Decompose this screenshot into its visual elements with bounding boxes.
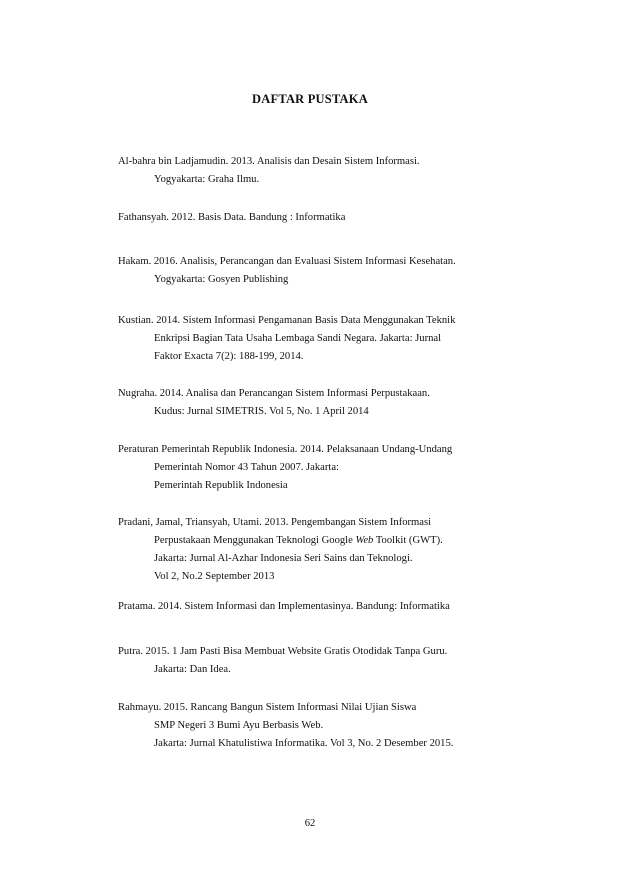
- page-title: DAFTAR PUSTAKA: [252, 92, 368, 106]
- reference-line: Peraturan Pemerintah Republik Indonesia. 2014. Pelaksanaan Undang-Undang: [118, 444, 453, 455]
- reference-line: SMP Negeri 3 Bumi Ayu Berbasis Web.: [154, 720, 324, 731]
- reference-line: Kudus: Jurnal SIMETRIS. Vol 5, No. 1 April 2014: [154, 406, 369, 417]
- reference-entry: [118, 253, 538, 289]
- reference-line: Vol 2, No.2 September 2013: [154, 571, 275, 582]
- reference-entry: [118, 643, 538, 679]
- reference-line: Pemerintah Nomor 43 Tahun 2007. Jakarta:: [154, 462, 340, 473]
- reference-line-text: Perpustakaan Menggunakan Teknologi Google: [154, 535, 353, 546]
- reference-entry: [118, 514, 538, 586]
- reference-line: Enkripsi Bagian Tata Usaha Lembaga Sandi Negara. Jakarta: Jurnal: [154, 333, 442, 344]
- reference-line: Nugraha. 2014. Analisa dan Perancangan Sistem Informasi Perpustakaan.: [118, 388, 430, 399]
- reference-line: Pratama. 2014. Sistem Informasi dan Implementasinya. Bandung: Informatika: [118, 601, 450, 612]
- reference-entry: [118, 385, 538, 421]
- reference-entry: [118, 209, 538, 227]
- reference-line: Al-bahra bin Ladjamudin. 2013. Analisis dan Desain Sistem Informasi.: [118, 156, 420, 167]
- reference-line: Pradani, Jamal, Triansyah, Utami. 2013. Pengembangan Sistem Informasi: [118, 517, 432, 528]
- reference-line: Yogyakarta: Graha Ilmu.: [154, 174, 260, 185]
- reference-entry: [118, 153, 538, 189]
- reference-entry: [118, 441, 538, 495]
- reference-entry: [118, 312, 538, 366]
- reference-entry: [118, 598, 538, 616]
- reference-line: Pemerintah Republik Indonesia: [154, 480, 288, 491]
- reference-line: Jakarta: Jurnal Al-Azhar Indonesia Seri Sains dan Teknologi.: [154, 553, 413, 564]
- reference-line: Hakam. 2016. Analisis, Perancangan dan Evaluasi Sistem Informasi Kesehatan.: [118, 256, 456, 267]
- reference-line: [118, 532, 538, 550]
- reference-line: Rahmayu. 2015. Rancang Bangun Sistem Informasi Nilai Ujian Siswa: [118, 702, 417, 713]
- reference-italic-word: Web: [355, 535, 374, 546]
- reference-line-text: Toolkit (GWT).: [375, 535, 443, 546]
- reference-line: Fathansyah. 2012. Basis Data. Bandung : Informatika: [118, 212, 346, 223]
- page-number: 62: [304, 818, 316, 829]
- reference-line: Yogyakarta: Gosyen Publishing: [154, 274, 289, 285]
- reference-line: Jakarta: Jurnal Khatulistiwa Informatika. Vol 3, No. 2 Desember 2015.: [154, 738, 454, 749]
- reference-line: Kustian. 2014. Sistem Informasi Pengamanan Basis Data Menggunakan Teknik: [118, 315, 456, 326]
- reference-entry: [118, 699, 538, 753]
- reference-line: Jakarta: Dan Idea.: [154, 664, 231, 675]
- reference-line: Faktor Exacta 7(2): 188-199, 2014.: [154, 351, 304, 362]
- reference-line: Putra. 2015. 1 Jam Pasti Bisa Membuat Website Gratis Otodidak Tanpa Guru.: [118, 646, 448, 657]
